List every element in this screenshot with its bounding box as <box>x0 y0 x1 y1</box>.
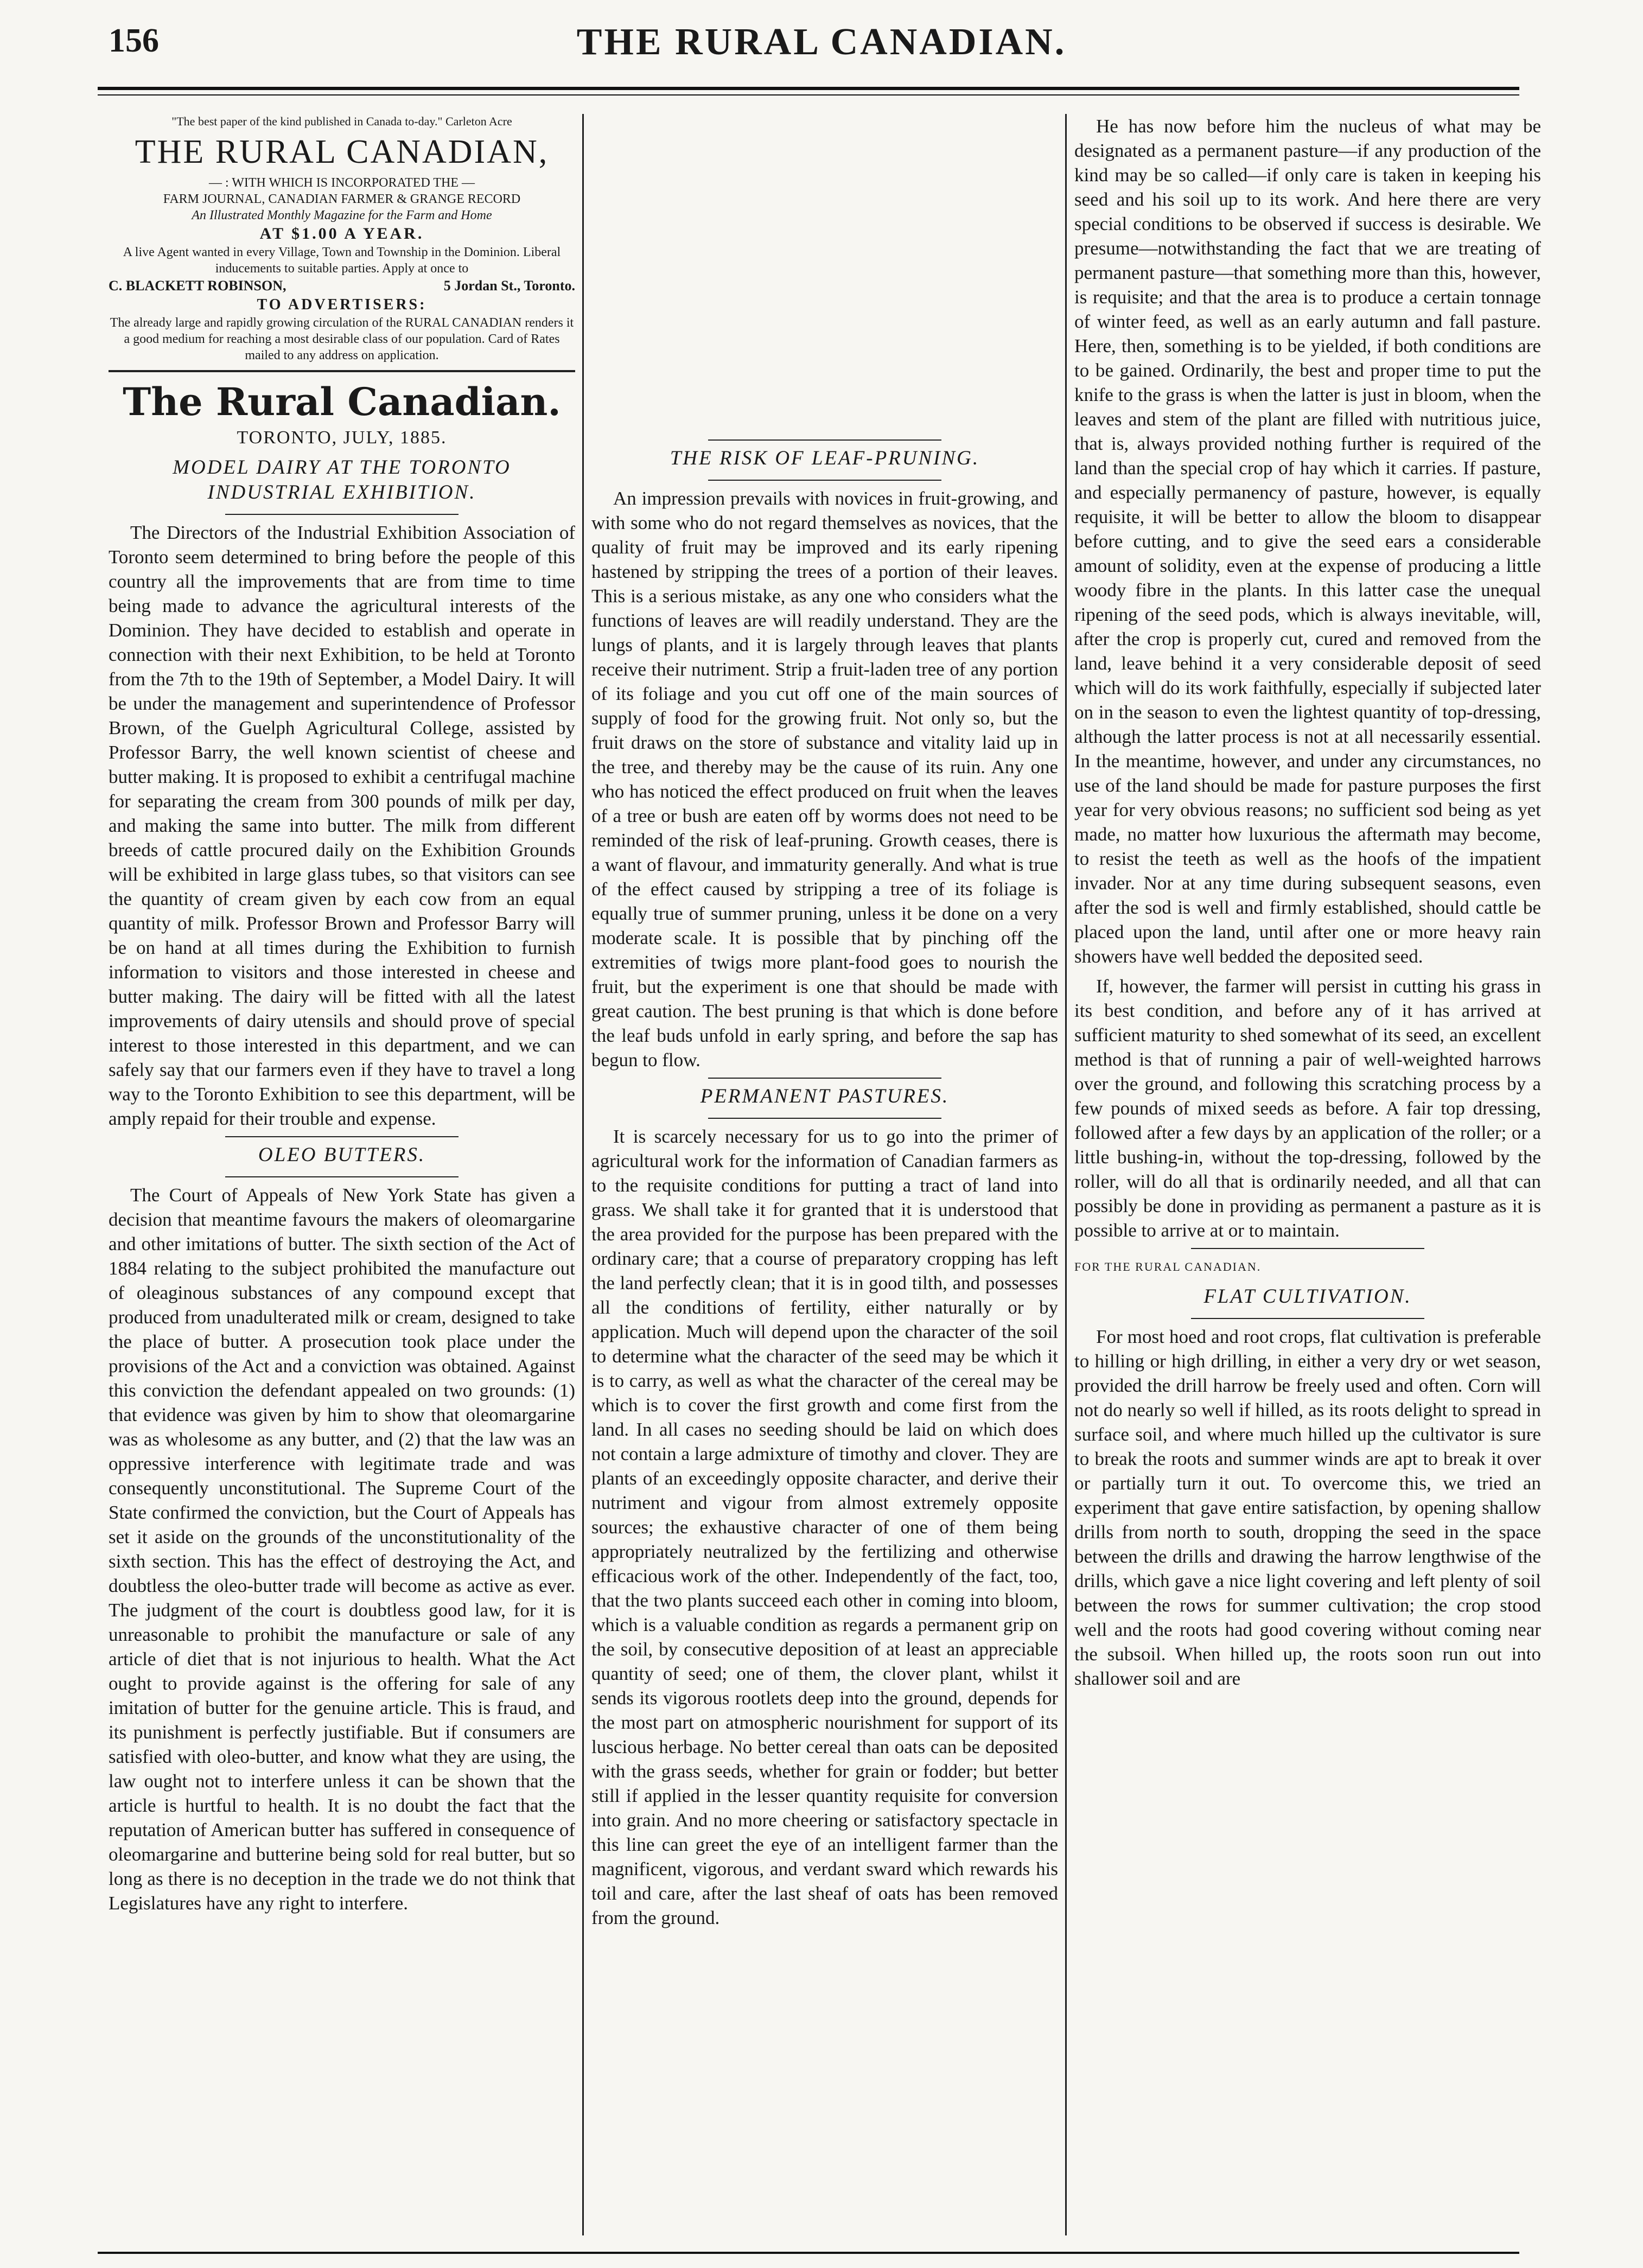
article-title-leaf-pruning: THE RISK OF LEAF-PRUNING. <box>670 447 980 469</box>
title-rule <box>708 480 941 481</box>
oleo-continuation-space <box>591 114 1058 434</box>
masthead-publisher-line <box>109 277 575 295</box>
paper-nameplate: The Rural Canadian. <box>123 379 561 424</box>
masthead-incorporated: — : WITH WHICH IS INCORPORATED THE — <box>209 176 475 190</box>
article-body-oleo-butters: The Court of Appeals of New York State has given a decision that meantime favours the makers of oleomargarine and other imitations of butter. The sixth section of the Act of 1884 relating to the subject prohibited the manufacture out of oleaginous substances of any compound except that produced from unadulterated milk or cream, designed to take the place of butter. A prosecution took place under the provisions of the Act and a conviction was obtained. Against this conviction the defendant appealed on two grounds: (1) that evidence was given by him to show that oleomargarine was as wholesome as any butter, and (2) that the law was an oppressive interference with legitimate trade and was consequently unconstitutional. The Supreme Court of the State confirmed the conviction, but the Court of Appeals has set it aside on the grounds of the unconstitutionality of the sixth section. This has the effect of destroying the Act, and doubtless the oleo-butter trade will become as active as ever. The judgment of the court is doubtless good law, for it is unreasonable to prohibit the manufacture or sale of any article of diet that is not injurious to health. What the Act ought to provide against is the offering for sale of any imitation of butter for the genuine article. This is fraud, and its punishment is perfectly justifiable. But if consumers are satisfied with oleo-butter, and know what they are using, the law ought not to interfere unless it can be shown that the article is hurtful to health. It is no doubt the fact that the reputation of American butter has suffered in consequence of oleomargarine and butterine being sold for real butter, but so long as there is no deception in the trade we do not think that Legislatures have any right to interfere. <box>109 1184 575 1914</box>
running-title: THE RURAL CANADIAN. <box>576 21 1067 63</box>
header-rule <box>98 87 1519 90</box>
section-rule <box>225 1136 458 1137</box>
masthead-agents: A live Agent wanted in every Village, Town and Township in the Dominion. Liberal inducements to suitable parties. Apply at once to <box>123 245 561 276</box>
article-body-permanent-pastures-2: He has now before him the nucleus of what may be designated as a permanent pasture—if any production of the kind may be so called—if only care is taken in keeping his seed and his soil up to its work. And here there are very special conditions to be observed if success is desirable. We presume—notwithstanding the fact that we are treating of permanent pasture—that something more than this, however, is requisite; and that the area is to produce a certain tonnage of winter feed, as well as an early autumn and fall pasture. Here, then, something is to be yielded, if both conditions are to be gained. Ordinarily, the best and proper time to put the knife to the grass is when the latter is just in bloom, when the leaves and stem of the plant are filled with nutritious juice, that is, always provided nothing further is required of the land than the special crop of hay which it carries. If pasture, and especially permanency of pasture, however, is equally requisite, it will be better to allow the bloom to disappear before cutting, and to give the seed ears a considerable amount of solidity, even at the expense of producing a little woody fibre in the plants. In this latter case the unequal ripening of the seed pods, which is always inevitable, will, after the crop is properly cut, cured and removed from the land, leave behind it a very considerable deposit of seed which will do its work faithfully, especially if subjected later on in the season to even the lightest quantity of top-dressing, although the latter process is not at all necessarily essential. In the meantime, however, and under any circumstances, no use of the land should be made for pasture purposes the first year for very obvious reasons; no sufficient sod being as yet made, no matter how luxurious the aftermath may become, to resist the teeth as well as the hoofs of the impatient invader. Nor at any time during subsequent seasons, even after the sod is well and firmly established, should cattle be placed upon the land, until after one or more heavy rain showers have well bedded the deposited seed. <box>1074 116 1541 967</box>
masthead <box>109 114 575 364</box>
column-rule-2 <box>1065 114 1067 2235</box>
header-rule-thin <box>98 94 1519 95</box>
masthead-price: AT $1.00 A YEAR. <box>259 225 424 243</box>
masthead-ad-note: The already large and rapidly growing circulation of the RURAL CANADIAN renders it a good medium for reaching a most desirable class of our population. Card of Rates mailed to any address on application. <box>110 316 574 362</box>
column-rule-1 <box>582 114 584 2235</box>
article-body-permanent-pastures-1: It is scarcely necessary for us to go into the primer of agricultural work for the information of Canadian farmers as to the requisite conditions for putting a tract of land into grass. We shall take it for granted that it is understood that the area provided for the purpose has been prepared with the ordinary care; that a course of preparatory cropping has left the land perfectly clean; that it is in good tilth, and possesses all the conditions of fertility, either naturally or by application. Much will depend upon the character of the soil to determine what the character of the seed may be which it is to carry, as well as what the character of the cereal may be which is to cover the first growth and come first from the land. In all cases no seeding should be laid on which does not contain a large admixture of timothy and clover. They are plants of an exceedingly opposite character, and derive their nutriment and vigour from almost extremely opposite sources; the exhaustive character of one of them being appropriately neutralized by the fertilizing and otherwise efficacious work of the other. Independently of the fact, too, that the two plants succeed each other in coming into bloom, which is a valuable condition as regards a permanent grip on the soil, by consecutive deposition of at least an appreciable quantity of seed; one of them, the clover plant, whilst it sends its vigorous rootlets deep into the ground, depends for the most part on atmospheric nourishment for support of its luscious herbage. No better cereal than oats can be deposited with the grass seeds, whether for grain or fodder; but better still if applied in the lesser quantity requisite for conversion into grain. And no more cheering or satisfactory spectacle in this line can greet the eye of an intelligent farmer than the magnificent, vigorous, and verdant sward which rewards his toil and care, after the last sheaf of oats has been removed from the ground. <box>591 1126 1058 1928</box>
title-rule <box>225 514 458 515</box>
masthead-address: 5 Jordan St., Toronto. <box>443 278 575 294</box>
column-2 <box>591 114 1058 2246</box>
article-body-leaf-pruning: An impression prevails with novices in fruit-growing, and with some who do not regard themselves as novices, that the quality of fruit may be improved and its early ripening hastened by stripping the trees of a portion of their leaves. This is a serious mistake, as any one who considers what the functions of leaves are will readily understand. They are the lungs of plants, and it is largely through leaves that plants receive their nutriment. Strip a fruit-laden tree of any portion of its foliage and you cut off one of the main sources of supply of food for the growing fruit. Not only so, but the fruit draws on the store of substance and vitality laid up in the tree, and thereby may be the cause of its ruin. Any one who has noticed the effect produced on fruit when the leaves of a tree or bush are eaten off by worms does not need to be reminded of the risk of leaf-pruning. Growth ceases, there is a want of flavour, and immaturity generally. And what is true of the effect caused by stripping a tree of its foliage is equally true of summer pruning, unless it be done on a very moderate scale. It is possible that by pinching off the extremities of twigs more plant-food goes to nourish the fruit, but the experiment is one that should be made with great caution. The best pruning is that which is done before the leaf buds unfold in early spring, and before the sap has begun to flow. <box>591 488 1058 1071</box>
article-body-model-dairy: The Directors of the Industrial Exhibition Association of Toronto seem determined to bring before the people of this country all the improvements that are from time to time being made to advance the agricultural interests of the Dominion. They have decided to establish and operate in connection with their next Exhibition, to be held at Toronto from the 7th to the 19th of September, a Model Dairy. It will be under the management and superintendence of Professor Brown, of the Guelph Agricultural College, assisted by Professor Barry, the well known scientist of cheese and butter making. It is proposed to exhibit a centrifugal machine for separating the cream from 300 pounds of milk per day, and making the same into butter. The milk from different breeds of cattle procured daily on the Exhibition Grounds will be exhibited in large glass tubes, so that visitors can see the quantity of cream given by each cow from an equal quantity of milk. Professor Brown and Professor Barry will be on hand at all times during the Exhibition to furnish information to visitors and those interested in cheese and butter making. The dairy will be fitted with all the latest improvements of dairy utensils and should prove of special interest to those interested in this department, and we can safely say that our farmers even if they have to travel a long way to the Toronto Exhibition to see this department, will be amply repaid for their trouble and expense. <box>109 522 575 1129</box>
article-title-flat-cultivation: FLAT CULTIVATION. <box>1203 1285 1412 1308</box>
article-body-permanent-pastures-3: If, however, the farmer will persist in cutting his grass in its best condition, and before any of it has arrived at sufficient maturity to shed somewhat of its seed, an excellent method is that of running a pair of well-weighted harrows over the ground, and following this scratching process by a few pounds of mixed seeds as before. A fair top dressing, followed after a few days by an application of the roller; or a little bushing-in, without the top-dressing, followed by the roller, will do all that is ordinarily needed, and all that can possibly be done in providing as permanent a pasture as it is possible to arrive at or to maintain. <box>1074 976 1541 1241</box>
footer-rule <box>98 2252 1519 2254</box>
title-rule <box>225 1176 458 1177</box>
masthead-tagline: "The best paper of the kind published in Canada to-day." Carleton Acre <box>171 114 512 128</box>
article-title-model-dairy: MODEL DAIRY AT THE TORONTO INDUSTRIAL EXHIBITION. <box>173 456 511 504</box>
page-number: 156 <box>109 22 159 59</box>
masthead-journals: FARM JOURNAL, CANADIAN FARMER & GRANGE RECORD <box>163 192 521 206</box>
masthead-subtitle: An Illustrated Monthly Magazine for the Farm and Home <box>192 208 492 222</box>
article-title-permanent-pastures: PERMANENT PASTURES. <box>700 1085 950 1107</box>
masthead-publisher: C. BLACKETT ROBINSON, <box>109 278 286 294</box>
masthead-advertisers: TO ADVERTISERS: <box>257 296 427 313</box>
title-rule <box>1191 1318 1424 1319</box>
column-1 <box>109 114 575 2246</box>
dateline: TORONTO, JULY, 1885. <box>237 428 447 448</box>
section-rule <box>708 439 941 441</box>
article-byline-flat-cultivation: FOR THE RURAL CANADIAN. <box>1074 1260 1262 1273</box>
masthead-rule <box>109 370 575 372</box>
section-rule <box>708 1078 941 1079</box>
column-3 <box>1074 114 1541 2246</box>
masthead-title: THE RURAL CANADIAN, <box>135 133 549 170</box>
article-body-flat-cultivation: For most hoed and root crops, flat cultivation is preferable to hilling or high drilling, in either a very dry or wet season, provided the drill harrow be freely used and often. Corn will not do nearly so well if hilled, as its roots delight to spread in surface soil, and where much hilled up the cultivator is sure to break the roots and summer winds are apt to break it over or partially turn it out. To overcome this, we tried an experiment that gave entire satisfaction, by opening shallow drills from north to south, dropping the seed in the space between the drills and drawing the harrow lengthwise of the drills, which gave a nice light covering and left plenty of soil between the rows for summer cultivation; the crop stood well and the roots had good covering without coming near the subsoil. When hilled up, the roots soon run out into shallower soil and are <box>1074 1326 1541 1689</box>
section-rule <box>1191 1248 1424 1249</box>
title-rule <box>708 1118 941 1119</box>
article-title-oleo-butters: OLEO BUTTERS. <box>258 1144 426 1166</box>
